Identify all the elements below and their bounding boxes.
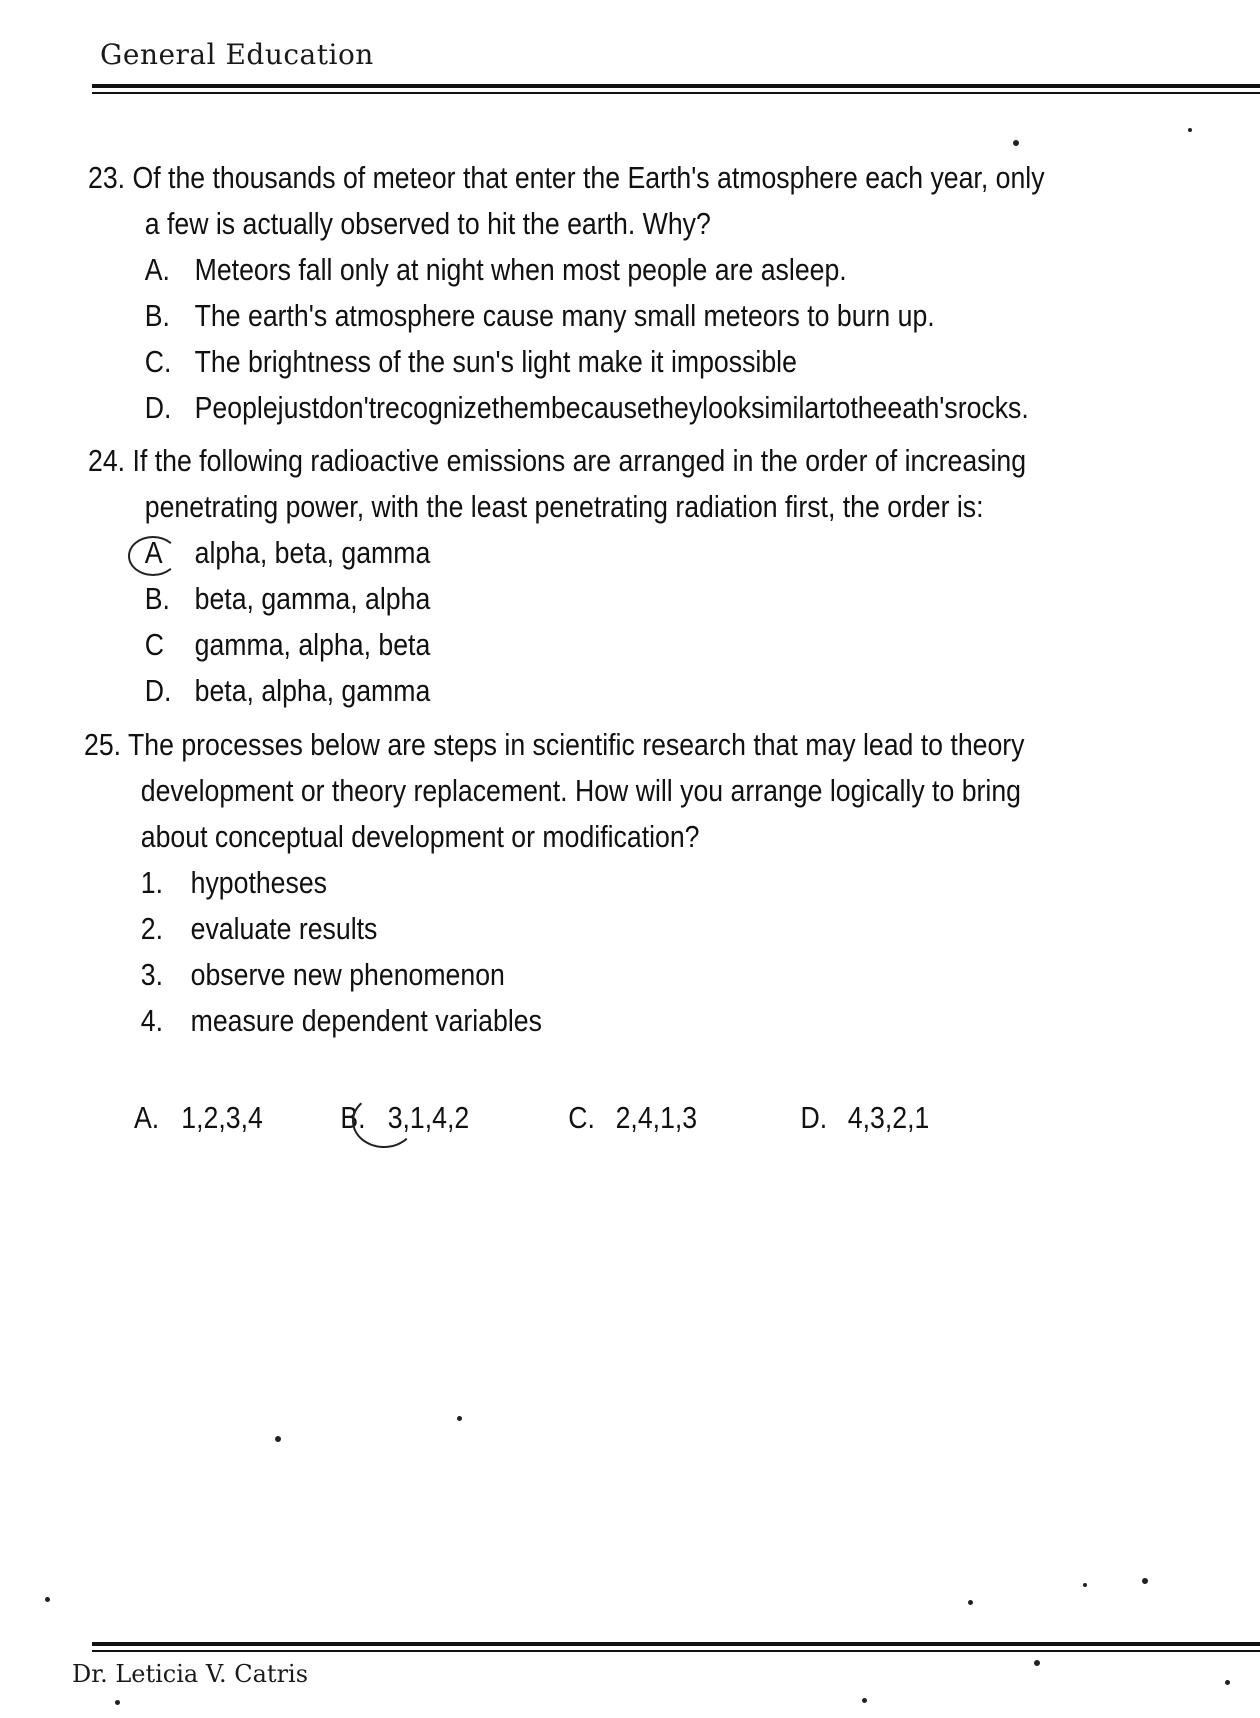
option-letter: D. xyxy=(800,1100,828,1135)
question-25-line-3: about conceptual development or modification? xyxy=(140,819,700,854)
option-letter: D. xyxy=(144,673,172,708)
scan-speck xyxy=(457,1416,462,1421)
option-23-a xyxy=(88,247,1045,293)
option-23-d xyxy=(88,385,1045,431)
question-25-line-1 xyxy=(84,722,1025,768)
option-text: Meteors fall only at night when most people are asleep. xyxy=(194,252,847,287)
scan-speck xyxy=(115,1700,120,1705)
step-1 xyxy=(84,860,1025,906)
option-letter: C. xyxy=(144,344,172,379)
step-number: 2. xyxy=(140,911,163,946)
step-number: 1. xyxy=(140,865,163,900)
option-letter: A. xyxy=(144,252,170,287)
header-rule-thin xyxy=(92,92,1260,94)
step-text: hypotheses xyxy=(190,865,328,900)
option-letter: D. xyxy=(144,390,172,425)
scan-speck xyxy=(1225,1680,1230,1685)
question-stem: If the following radioactive emissions are arranged in the order of increasing xyxy=(132,443,1027,478)
question-23-line-1 xyxy=(88,155,1045,201)
step-text: evaluate results xyxy=(190,911,378,946)
question-stem: Of the thousands of meteor that enter the Earth's atmosphere each year, only xyxy=(132,160,1045,195)
option-text: 1,2,3,4 xyxy=(181,1100,263,1135)
step-3 xyxy=(84,952,1025,998)
footer-rule-thin xyxy=(92,1650,1260,1652)
scan-speck xyxy=(862,1698,867,1703)
answer-circle-mark xyxy=(352,1094,416,1148)
option-text: alpha, beta, gamma xyxy=(194,535,431,570)
answer-circle-mark xyxy=(128,536,178,576)
scan-speck xyxy=(968,1600,973,1605)
option-24-a xyxy=(88,530,1026,576)
option-letter: C xyxy=(144,627,165,662)
option-text: gamma, alpha, beta xyxy=(194,627,431,662)
scan-speck xyxy=(45,1597,50,1602)
step-number: 4. xyxy=(140,1003,163,1038)
footer-rule xyxy=(92,1642,1260,1646)
header-title: General Education xyxy=(100,38,374,71)
option-letter: A xyxy=(144,535,163,570)
scan-speck xyxy=(1142,1578,1148,1584)
question-25-options xyxy=(134,1095,973,1141)
option-text: 3,1,4,2 xyxy=(387,1100,470,1135)
option-text: 2,4,1,3 xyxy=(615,1100,698,1135)
question-number: 24. xyxy=(88,443,126,478)
scan-speck xyxy=(275,1436,281,1442)
question-25 xyxy=(84,722,1025,1044)
option-letter: B. xyxy=(340,1100,366,1135)
option-24-b xyxy=(88,576,1026,622)
step-number: 3. xyxy=(140,957,163,992)
option-letter: A. xyxy=(134,1100,160,1135)
question-stem: The processes below are steps in scientific research that may lead to theory xyxy=(128,727,1025,762)
step-text: measure dependent variables xyxy=(190,1003,542,1038)
footer-author: Dr. Leticia V. Catris xyxy=(72,1660,309,1688)
question-24-line-1 xyxy=(88,438,1026,484)
question-23 xyxy=(88,155,1045,431)
question-25-line-2: development or theory replacement. How will you arrange logically to bring xyxy=(140,773,1021,808)
option-23-c xyxy=(88,339,1045,385)
question-number: 25. xyxy=(84,727,122,762)
option-text: The earth's atmosphere cause many small meteors to burn up. xyxy=(194,298,935,333)
step-text: observe new phenomenon xyxy=(190,957,505,992)
step-2 xyxy=(84,906,1025,952)
question-number: 23. xyxy=(88,160,126,195)
scan-speck xyxy=(1188,128,1192,132)
scan-speck xyxy=(1013,140,1019,146)
option-letter: B. xyxy=(144,298,170,333)
option-25-a xyxy=(134,1095,340,1141)
option-text: The brightness of the sun's light make it impossible xyxy=(194,344,797,379)
question-23-line-2: a few is actually observed to hit the earth. Why? xyxy=(144,206,711,241)
option-text: 4,3,2,1 xyxy=(847,1100,930,1135)
option-25-c xyxy=(568,1095,800,1141)
option-24-c xyxy=(88,622,1026,668)
step-4 xyxy=(84,998,1025,1044)
option-letter: B. xyxy=(144,581,170,616)
header-rule xyxy=(92,84,1260,88)
option-23-b xyxy=(88,293,1045,339)
option-text: beta, gamma, alpha xyxy=(194,581,431,616)
scan-speck xyxy=(1034,1660,1040,1666)
option-25-d xyxy=(801,1095,973,1141)
option-24-d xyxy=(88,668,1026,714)
option-text: beta, alpha, gamma xyxy=(194,673,431,708)
option-letter: C. xyxy=(568,1100,595,1135)
question-24 xyxy=(88,438,1026,714)
option-text: Peoplejustdon'trecognizethembecausetheylooksimilartotheeath'srocks. xyxy=(194,390,1029,425)
scan-speck xyxy=(1083,1583,1087,1587)
question-24-line-2: penetrating power, with the least penetrating radiation first, the order is: xyxy=(144,489,984,524)
